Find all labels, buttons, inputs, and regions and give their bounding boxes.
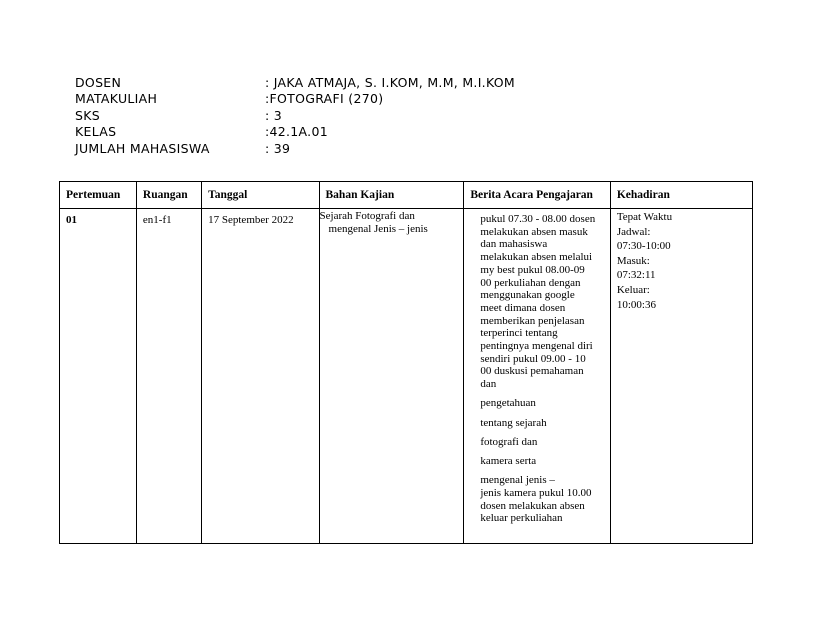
header-label: KELAS: [75, 124, 117, 140]
header-row-sks: [75, 108, 515, 124]
col-header-bahan-kajian: Bahan Kajian: [319, 182, 464, 209]
table-header-row: [60, 182, 753, 209]
berita-line: 00 duskusi pemahaman: [480, 365, 584, 378]
header-row-matakuliah: [75, 91, 515, 107]
header-row-dosen: [75, 75, 515, 91]
col-header-kehadiran: Kehadiran: [610, 182, 752, 209]
header-row-kelas: [75, 124, 515, 140]
kehadiran-line: Keluar:: [616, 283, 650, 296]
cell-berita-acara: [464, 209, 611, 544]
header-value: : JAKA ATMAJA, S. I.KOM, M.M, M.I.KOM: [265, 75, 515, 90]
kehadiran-line: 07:32:11: [616, 269, 656, 282]
berita-line: menggunakan google: [480, 289, 575, 302]
berita-line: melakukan absen melalui: [480, 251, 593, 264]
header-value: :42.1A.01: [265, 124, 328, 140]
kehadiran-line: 10:00:36: [616, 298, 656, 311]
header-label: MATAKULIAH: [75, 91, 158, 107]
header-label: SKS: [75, 107, 100, 123]
berita-line: keluar perkuliahan: [480, 512, 563, 525]
kehadiran-line: Jadwal:: [616, 225, 651, 238]
table-row: [60, 209, 753, 544]
berita-line: pengetahuan: [480, 397, 536, 410]
header-label: JUMLAH MAHASISWA: [75, 140, 210, 156]
kehadiran-line: Masuk:: [616, 254, 650, 267]
bahan-line: mengenal Jenis – jenis: [328, 223, 428, 235]
header-row-jumlah-mahasiswa: [75, 141, 515, 157]
berita-line: fotografi dan: [480, 435, 538, 448]
berita-line: sendiri pukul 09.00 - 10: [480, 352, 586, 365]
cell-kehadiran: [610, 209, 752, 544]
col-header-ruangan: Ruangan: [136, 182, 201, 209]
header-value: :FOTOGRAFI (270): [265, 91, 384, 107]
berita-line: pentingnya mengenal diri: [480, 340, 593, 353]
col-header-pertemuan: Pertemuan: [60, 182, 137, 209]
course-header: [75, 75, 515, 157]
berita-line: pukul 07.30 - 08.00 dosen: [480, 213, 596, 225]
berita-line: tentang sejarah: [480, 416, 547, 429]
kehadiran-line: 07:30-10:00: [616, 240, 671, 253]
berita-line: jenis kamera pukul 10.00: [480, 486, 592, 499]
col-header-tanggal: Tanggal: [202, 182, 319, 209]
header-label: DOSEN: [75, 75, 122, 90]
berita-line: kamera serta: [480, 454, 537, 467]
kehadiran-line: Tepat Waktu: [616, 211, 673, 223]
cell-pertemuan: 01: [60, 209, 137, 544]
berita-line: mengenal jenis –: [480, 474, 555, 487]
bahan-line: Sejarah Fotografi dan: [319, 210, 415, 222]
berita-line: terperinci tentang: [480, 327, 558, 340]
berita-line: 00 perkuliahan dengan: [480, 276, 581, 289]
cell-tanggal: 17 September 2022: [202, 209, 319, 544]
berita-line: dan mahasiswa: [480, 238, 548, 251]
header-value: : 39: [265, 140, 291, 156]
berita-line: memberikan penjelasan: [480, 314, 585, 327]
berita-line: dan: [480, 378, 497, 391]
cell-bahan-kajian: [319, 209, 464, 544]
berita-line: my best pukul 08.00-09: [480, 263, 585, 276]
col-header-berita-acara: Berita Acara Pengajaran: [464, 182, 611, 209]
berita-line: melakukan absen masuk: [480, 225, 588, 238]
attendance-table: [59, 181, 753, 544]
cell-ruangan: en1-f1: [136, 209, 201, 544]
berita-line: meet dimana dosen: [480, 301, 566, 314]
header-value: : 3: [265, 107, 283, 123]
berita-line: dosen melakukan absen: [480, 499, 585, 512]
